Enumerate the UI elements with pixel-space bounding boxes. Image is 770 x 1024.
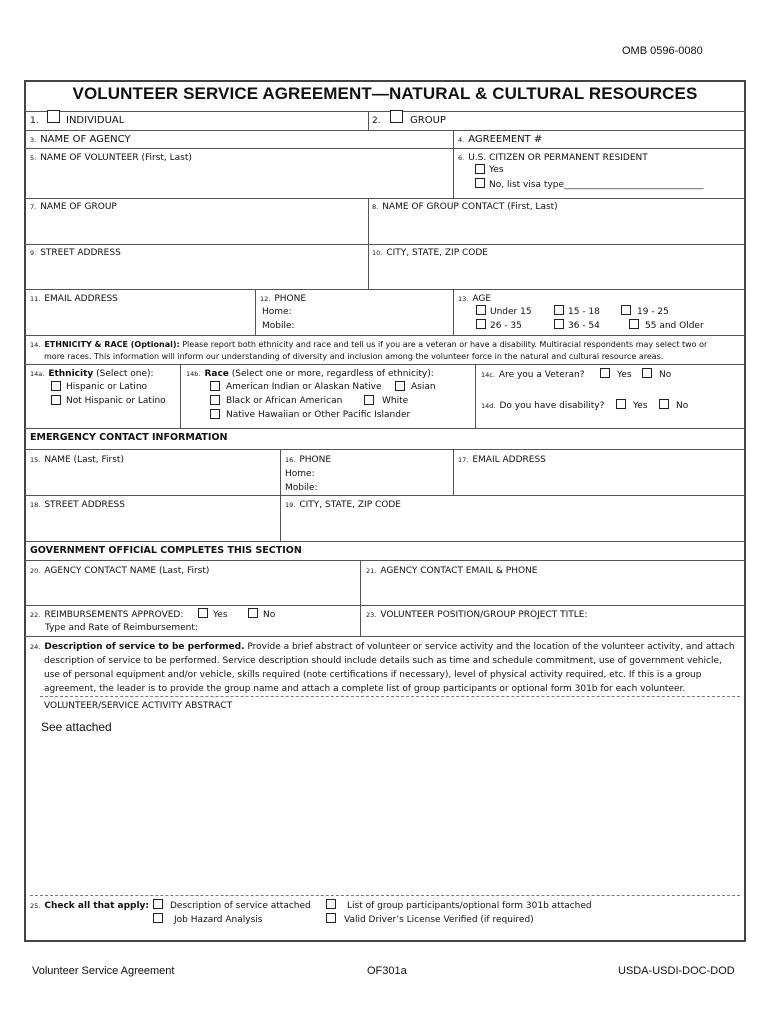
job-hazard-label: Job Hazard Analysis	[174, 915, 263, 925]
participants-list-label: List of group participants/optional form 301b attached	[347, 901, 592, 911]
field-12-number: 12.	[260, 295, 271, 303]
rule	[475, 364, 476, 428]
description-text-1: Provide a brief abstract of volunteer or service activity and the location of the volunteer activity, and attach	[244, 642, 735, 652]
emergency-email-label: EMAIL ADDRESS	[472, 455, 546, 465]
rule	[25, 428, 745, 429]
dashed-rule	[40, 696, 740, 697]
emergency-section-heading: EMERGENCY CONTACT INFORMATION	[30, 432, 228, 443]
ethnicity-race-instructions-2: more races. This information will inform our understanding of diversity and inclusion among the volunteer force in the natural and cultural resource areas.	[44, 352, 664, 361]
hispanic-checkbox[interactable]	[51, 381, 61, 391]
rule	[25, 560, 745, 561]
rule	[25, 130, 745, 131]
position-title-label: VOLUNTEER POSITION/GROUP PROJECT TITLE:	[380, 610, 588, 620]
disability-no-label: No	[676, 401, 689, 411]
disability-yes-checkbox[interactable]	[616, 399, 626, 409]
license-verified-label: Valid Driver’s License Verified (if required)	[344, 915, 534, 925]
rule	[25, 111, 745, 112]
age-under-15-label: Under 15	[490, 307, 532, 317]
field-14c-number: 14c.	[481, 371, 495, 379]
reimbursement-yes-checkbox[interactable]	[198, 608, 208, 618]
citizen-yes-label: Yes	[489, 165, 504, 175]
age-36-54-checkbox[interactable]	[554, 319, 564, 329]
footer-agencies: USDA-USDI-DOC-DOD	[618, 965, 735, 977]
rule	[25, 289, 745, 290]
veteran-no-label: No	[659, 370, 672, 380]
emergency-street-label: STREET ADDRESS	[44, 500, 125, 510]
rule	[25, 198, 745, 199]
field-14b-number: 14b.	[186, 370, 201, 378]
field-20-number: 20.	[30, 567, 41, 575]
rule	[25, 541, 745, 542]
dashed-rule	[30, 895, 740, 896]
description-text-3: use of personal equipment and/or vehicle, skills required (note certifications if necessary), level of physical activity required, etc. If this is a group	[44, 670, 702, 680]
field-1-number: 1.	[30, 116, 39, 126]
emergency-phone-label: PHONE	[299, 455, 332, 465]
ethnicity-instructions: (Select one):	[93, 369, 154, 379]
pacific-islander-checkbox[interactable]	[210, 409, 220, 419]
age-36-54-label: 36 - 54	[568, 321, 600, 331]
rule	[25, 636, 745, 637]
veteran-yes-label: Yes	[617, 370, 632, 380]
field-21-number: 21.	[366, 567, 377, 575]
pacific-islander-label: Native Hawaiian or Other Pacific Islander	[226, 410, 411, 420]
rule	[368, 111, 369, 130]
field-3-number: 3.	[30, 136, 37, 144]
race-heading: Race	[204, 369, 229, 379]
phone-label: PHONE	[274, 294, 307, 304]
description-text-2: description of service to be performed. Service description should include details such as time and schedule commitment, use of government vehicle,	[44, 656, 722, 666]
emergency-phone-mobile-label: Mobile:	[285, 483, 318, 493]
rule	[453, 449, 454, 495]
group-contact-label: NAME OF GROUP CONTACT (First, Last)	[382, 202, 558, 212]
field-5-number: 5.	[30, 154, 37, 162]
age-under-15-checkbox[interactable]	[476, 305, 486, 315]
ethnicity-race-heading: ETHNICITY & RACE (Optional):	[44, 340, 180, 349]
field-2-number: 2.	[372, 116, 381, 126]
american-indian-checkbox[interactable]	[210, 381, 220, 391]
veteran-yes-checkbox[interactable]	[600, 368, 610, 378]
job-hazard-checkbox[interactable]	[153, 913, 163, 923]
field-4-number: 4.	[458, 136, 465, 144]
age-19-25-label: 19 - 25	[637, 307, 669, 317]
disability-label: Do you have disability?	[499, 401, 605, 411]
field-15-number: 15.	[30, 456, 41, 464]
reimbursement-type-label: Type and Rate of Reimbursement:	[45, 623, 198, 633]
rule	[368, 198, 369, 289]
not-hispanic-checkbox[interactable]	[51, 395, 61, 405]
field-7-number: 7.	[30, 203, 37, 211]
rule	[25, 449, 745, 450]
age-26-35-label: 26 - 35	[490, 321, 522, 331]
description-text-4: agreement, the leader is to provide the group name and attach a complete list of group participants or optional form 301b for each volunteer.	[44, 684, 686, 694]
rule	[280, 449, 281, 541]
abstract-label: VOLUNTEER/SERVICE ACTIVITY ABSTRACT	[44, 701, 233, 711]
agreement-number-label: AGREEMENT #	[468, 134, 543, 145]
rule	[25, 364, 745, 365]
field-11-number: 11.	[30, 295, 41, 303]
email-label: EMAIL ADDRESS	[44, 294, 118, 304]
field-17-number: 17.	[458, 456, 469, 464]
group-name-label: NAME OF GROUP	[40, 202, 117, 212]
agency-name-label: NAME OF AGENCY	[40, 134, 131, 145]
ethnicity-race-instructions: Please report both ethnicity and race and tell us if you are a veteran or have a disability. Multiracial respondents may select two or	[179, 340, 708, 349]
field-8-number: 8.	[372, 203, 379, 211]
rule	[25, 335, 745, 336]
ethnicity-heading: Ethnicity	[48, 369, 94, 379]
emergency-phone-home-label: Home:	[285, 469, 315, 479]
citizen-no-label: No, list visa type_______________________________	[489, 180, 704, 190]
white-checkbox[interactable]	[364, 395, 374, 405]
government-section-heading: GOVERNMENT OFFICIAL COMPLETES THIS SECTION	[30, 545, 302, 556]
volunteer-name-label: NAME OF VOLUNTEER (First, Last)	[40, 153, 192, 163]
disability-yes-label: Yes	[633, 401, 648, 411]
hispanic-label: Hispanic or Latino	[66, 382, 148, 392]
field-25-number: 25.	[30, 902, 41, 910]
description-heading: Description of service to be performed.	[44, 642, 245, 652]
rule	[25, 244, 745, 245]
rule	[25, 605, 745, 606]
field-23-number: 23.	[366, 611, 377, 619]
field-19-number: 19.	[285, 501, 296, 509]
age-15-18-label: 15 - 18	[568, 307, 600, 317]
reimbursement-no-checkbox[interactable]	[248, 608, 258, 618]
field-14a-number: 14a.	[30, 370, 45, 378]
field-13-number: 13.	[458, 295, 469, 303]
street-address-label: STREET ADDRESS	[40, 248, 121, 258]
black-checkbox[interactable]	[210, 395, 220, 405]
description-attached-checkbox[interactable]	[153, 899, 163, 909]
age-55-older-label: 55 and Older	[645, 321, 704, 331]
group-label: GROUP	[410, 115, 446, 126]
citizen-no-checkbox[interactable]	[475, 178, 485, 188]
omb-number: OMB 0596-0080	[622, 45, 703, 57]
phone-home-label: Home:	[262, 307, 292, 317]
citizen-yes-checkbox[interactable]	[475, 164, 485, 174]
field-24-number: 24.	[30, 643, 41, 651]
field-14d-number: 14d.	[481, 402, 496, 410]
field-22-number: 22.	[30, 611, 41, 619]
reimbursement-no-label: No	[263, 610, 276, 620]
rule	[255, 289, 256, 335]
citizen-label: U.S. CITIZEN OR PERMANENT RESIDENT	[468, 153, 648, 163]
age-19-25-checkbox[interactable]	[621, 305, 631, 315]
rule	[25, 495, 745, 496]
check-all-heading: Check all that apply:	[44, 901, 150, 911]
veteran-label: Are you a Veteran?	[498, 370, 585, 380]
rule	[180, 364, 181, 428]
race-instructions: (Select one or more, regardless of ethnicity):	[228, 369, 434, 379]
individual-label: INDIVIDUAL	[66, 115, 125, 126]
field-6-number: 6.	[458, 154, 465, 162]
reimbursements-label: REIMBURSEMENTS APPROVED:	[44, 610, 184, 620]
rule	[25, 148, 745, 149]
rule	[453, 289, 454, 335]
agency-contact-name-label: AGENCY CONTACT NAME (Last, First)	[44, 566, 210, 576]
field-10-number: 10.	[372, 249, 383, 257]
asian-label: Asian	[411, 382, 436, 392]
rule	[453, 130, 454, 198]
field-14-number: 14.	[30, 341, 41, 349]
age-55-older-checkbox[interactable]	[629, 319, 639, 329]
agency-contact-email-label: AGENCY CONTACT EMAIL & PHONE	[380, 566, 538, 576]
abstract-value[interactable]: See attached	[41, 720, 112, 734]
veteran-no-checkbox[interactable]	[642, 368, 652, 378]
emergency-city-label: CITY, STATE, ZIP CODE	[299, 500, 401, 510]
white-label: White	[382, 396, 409, 406]
form-title: VOLUNTEER SERVICE AGREEMENT—NATURAL & CULTURAL RESOURCES	[72, 84, 698, 103]
asian-checkbox[interactable]	[395, 381, 405, 391]
field-16-number: 16.	[285, 456, 296, 464]
city-state-zip-label: CITY, STATE, ZIP CODE	[386, 248, 488, 258]
footer-left: Volunteer Service Agreement	[32, 965, 175, 977]
individual-checkbox[interactable]	[47, 110, 60, 123]
emergency-name-label: NAME (Last, First)	[44, 455, 124, 465]
license-verified-checkbox[interactable]	[326, 913, 336, 923]
rule	[360, 560, 361, 636]
age-26-35-checkbox[interactable]	[476, 319, 486, 329]
age-15-18-checkbox[interactable]	[554, 305, 564, 315]
description-attached-label: Description of service attached	[170, 901, 311, 911]
group-checkbox[interactable]	[390, 110, 403, 123]
phone-mobile-label: Mobile:	[262, 321, 295, 331]
age-label: AGE	[472, 294, 492, 304]
field-9-number: 9.	[30, 249, 37, 257]
participants-list-checkbox[interactable]	[326, 899, 336, 909]
not-hispanic-label: Not Hispanic or Latino	[66, 396, 166, 406]
field-18-number: 18.	[30, 501, 41, 509]
reimbursement-yes-label: Yes	[213, 610, 228, 620]
black-label: Black or African American	[226, 396, 343, 406]
american-indian-label: American Indian or Alaskan Native	[226, 382, 382, 392]
footer-form-number: OF301a	[367, 965, 407, 977]
disability-no-checkbox[interactable]	[659, 399, 669, 409]
